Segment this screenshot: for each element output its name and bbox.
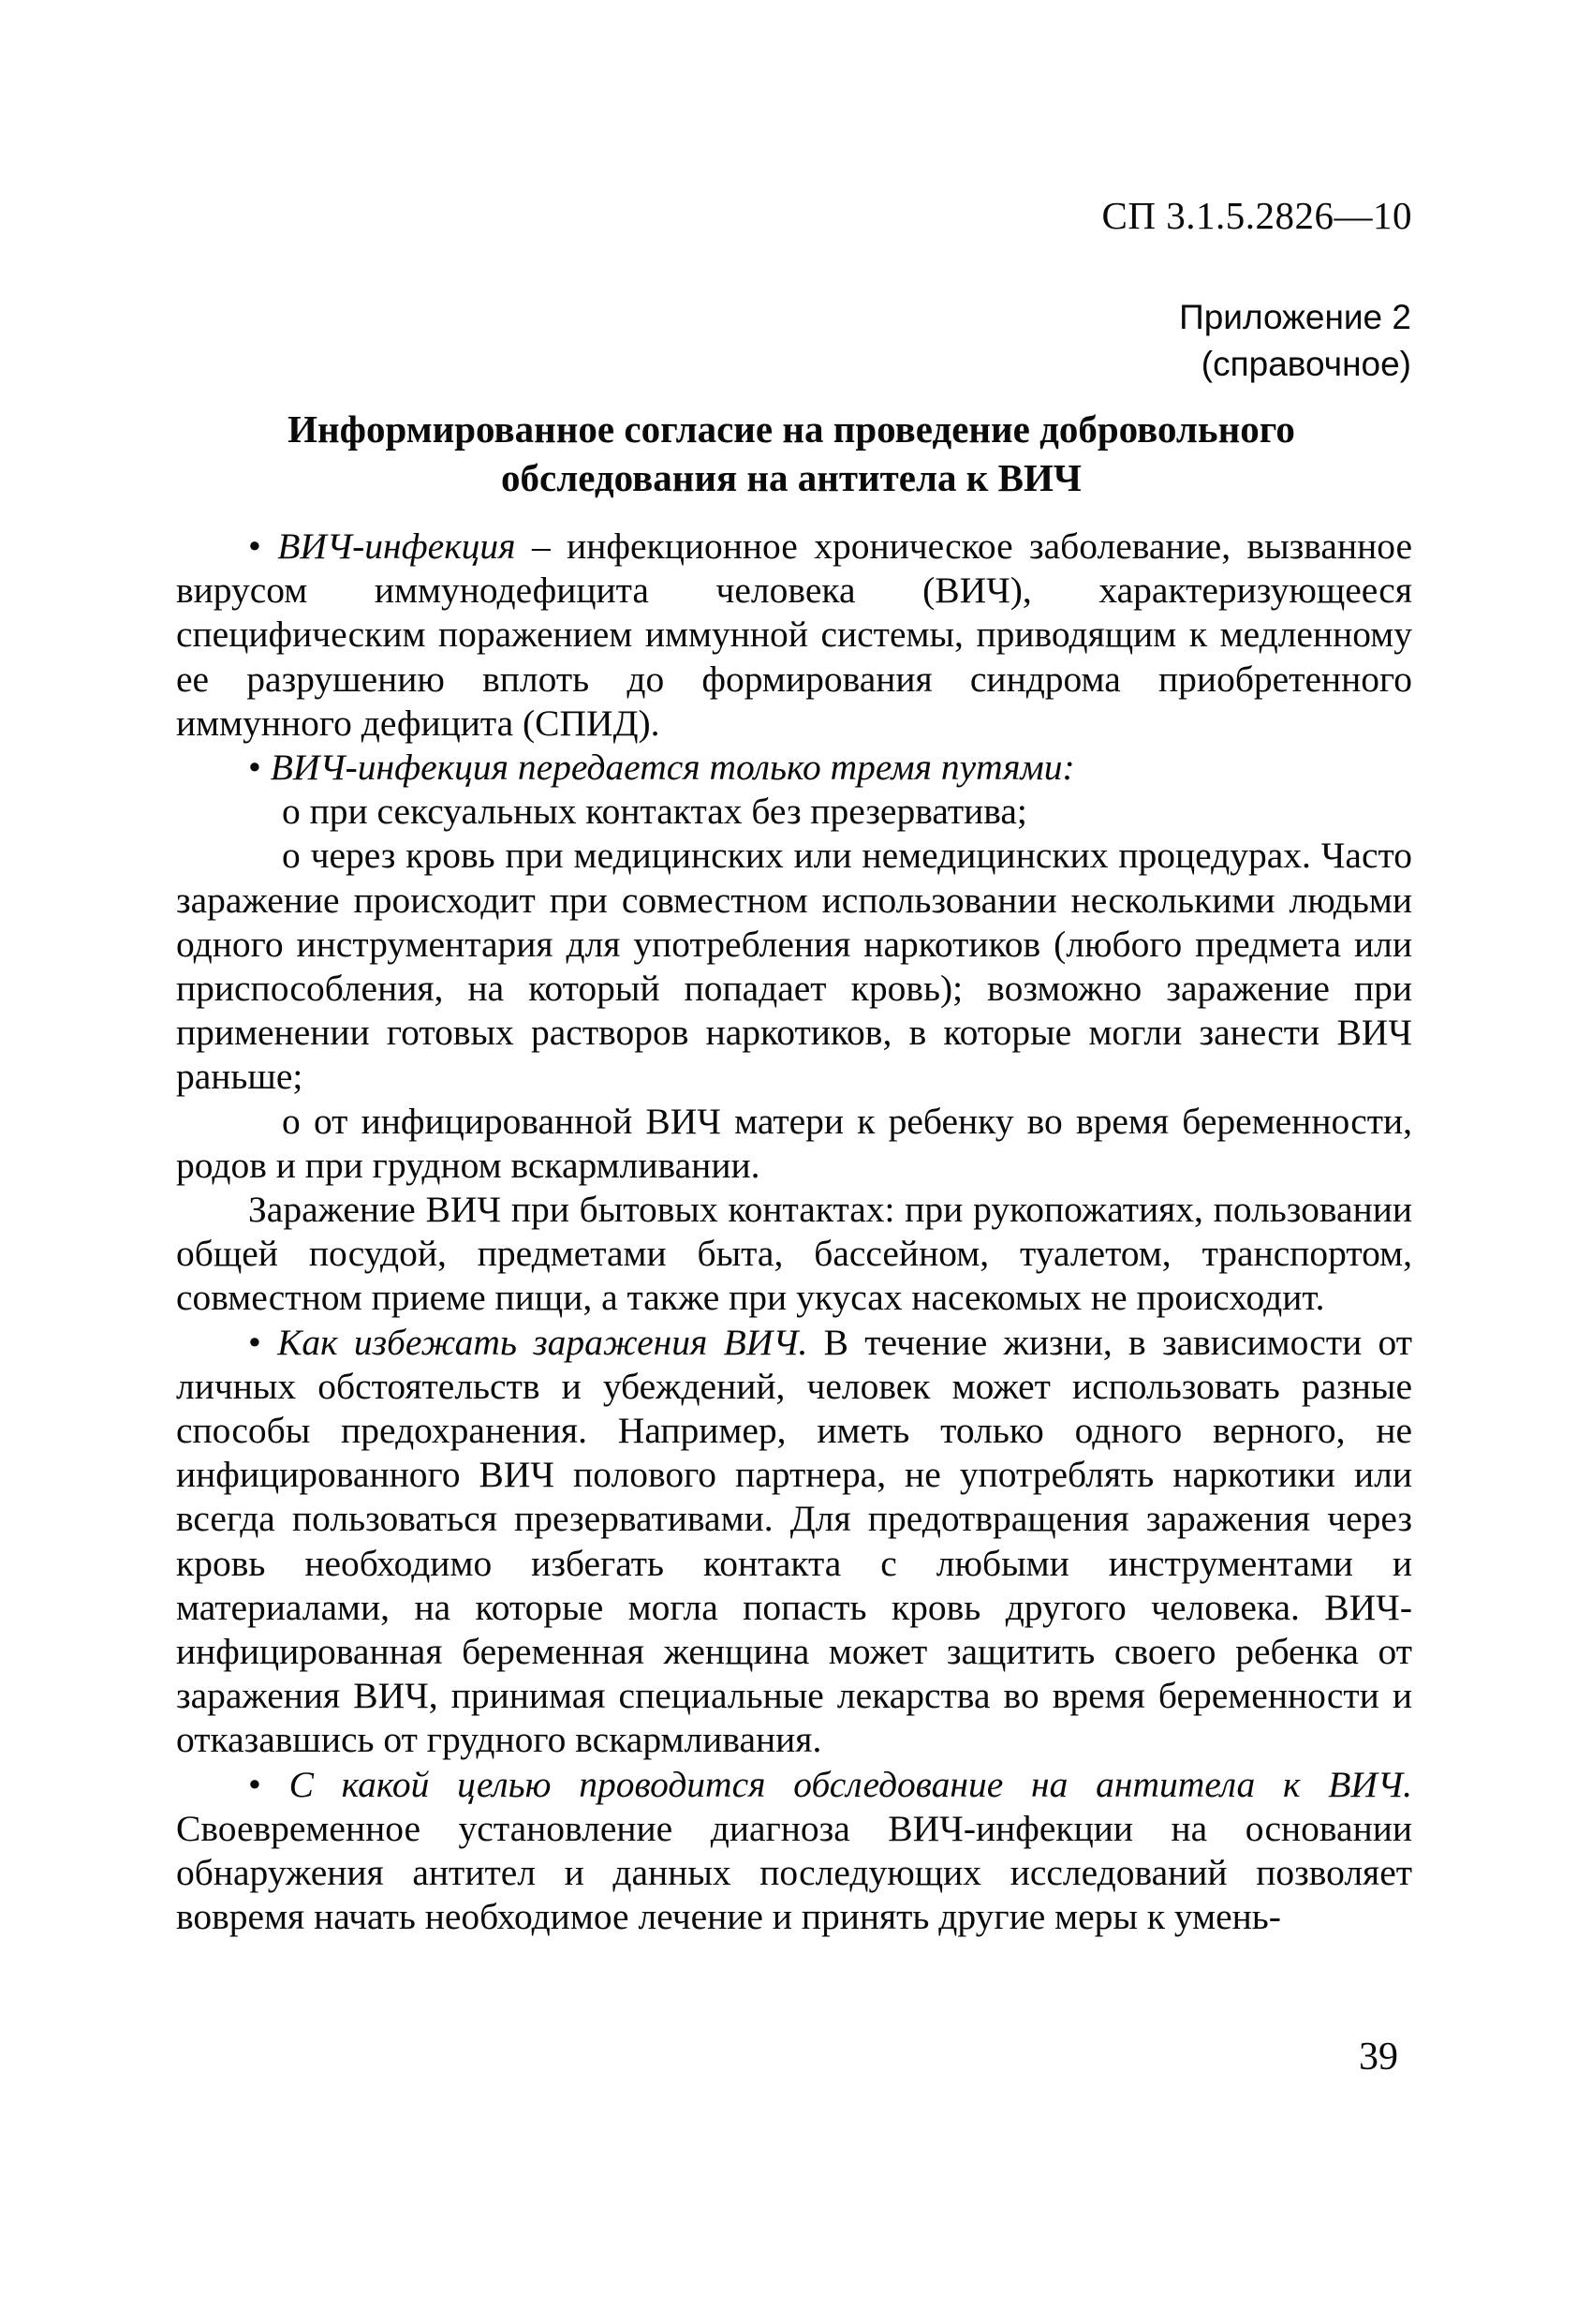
- sub-bullet-icon: o: [282, 1100, 301, 1142]
- bullet-icon: •: [248, 1321, 261, 1363]
- hiv-definition-text: – инфекционное хроническое заболевание, вызванное вирусом иммунодефицита человека (ВИЧ), характеризующееся специфическим поражением иммунной системы, приводящим к медленному ее разрушению вплоть до формирования синдрома приобретенного иммунного дефицита (СПИД).: [176, 525, 1412, 744]
- appendix-type: (справочное): [1201, 345, 1411, 383]
- sub-bullet-icon: o: [282, 791, 301, 833]
- bullet-prevention: [176, 1321, 1412, 1763]
- bullet-icon: •: [248, 1763, 261, 1805]
- testing-purpose-text: Своевременное установление диагноза ВИЧ-инфекции на основании обнаружения антител и данных последующих исследований позволяет вовремя начать необходимое лечение и принять другие меры к умень-: [176, 1807, 1412, 1938]
- bullet-icon: •: [248, 747, 261, 789]
- bullet-transmission-routes: [176, 746, 1412, 790]
- sub-bullet-icon: o: [282, 835, 301, 877]
- sub-item-sexual-text: при сексуальных контактах без презерватива;: [309, 791, 1027, 833]
- bullet-testing-purpose: [176, 1763, 1412, 1940]
- paragraph-household-contacts: Заражение ВИЧ при бытовых контактах: при рукопожатиях, пользовании общей посудой, предметами быта, бассейном, туалетом, транспортом, совместном приеме пищи, а также при укусах насекомых не происходит.: [176, 1189, 1412, 1319]
- bullet-icon: •: [248, 525, 261, 567]
- page-title: [169, 405, 1414, 502]
- term-hiv-infection: ВИЧ-инфекция: [277, 525, 516, 567]
- sub-item-blood: [176, 834, 1412, 1099]
- appendix-label: Приложение 2: [1179, 298, 1411, 336]
- term-testing-purpose: С какой целью проводится обследование на антитела к ВИЧ.: [288, 1763, 1413, 1805]
- term-transmission-routes: ВИЧ-инфекция передается только тремя путями:: [270, 747, 1075, 789]
- sub-item-sexual: [176, 790, 1412, 834]
- page-number: 39: [1359, 2035, 1398, 2079]
- prevention-text: В течение жизни, в зависимости от личных обстоятельств и убеждений, человек может использовать разные способы предохранения. Например, иметь только одного верного, не инфицированного ВИЧ полового партнера, не употреблять наркотики или всегда пользоваться презервативами. Для предотвращения заражения через кровь необходимо избегать контакта с любыми инструментами и материалами, на которые могла попасть кровь другого человека. ВИЧ-инфицированная беременная женщина может защитить своего ребенка от заражения ВИЧ, принимая специальные лекарства во время беременности и отказавшись от грудного вскармливания.: [176, 1321, 1413, 1761]
- appendix-label-block: [1179, 294, 1411, 388]
- bullet-hiv-definition: [176, 525, 1412, 746]
- term-prevention: Как избежать заражения ВИЧ.: [277, 1321, 808, 1363]
- document-body: [176, 525, 1412, 1940]
- sub-item-mother-child: [176, 1100, 1412, 1188]
- title-line-1: Информированное согласие на проведение добровольного: [287, 407, 1295, 451]
- sub-item-blood-text: через кровь при медицинских или немедицинских процедурах. Часто заражение происходит при совместном использовании несколькими людьми одного инструментария для употребления наркотиков (любого предмета или приспособления, на который попадает кровь); возможно заражение при применении готовых растворов наркотиков, в которые могли занести ВИЧ раньше;: [176, 835, 1412, 1098]
- title-line-2: обследования на антитела к ВИЧ: [501, 456, 1082, 499]
- sub-item-mother-child-text: от инфицированной ВИЧ матери к ребенку во время беременности, родов и при грудном вскармливании.: [176, 1100, 1413, 1186]
- document-code: СП 3.1.5.2826—10: [1101, 194, 1412, 237]
